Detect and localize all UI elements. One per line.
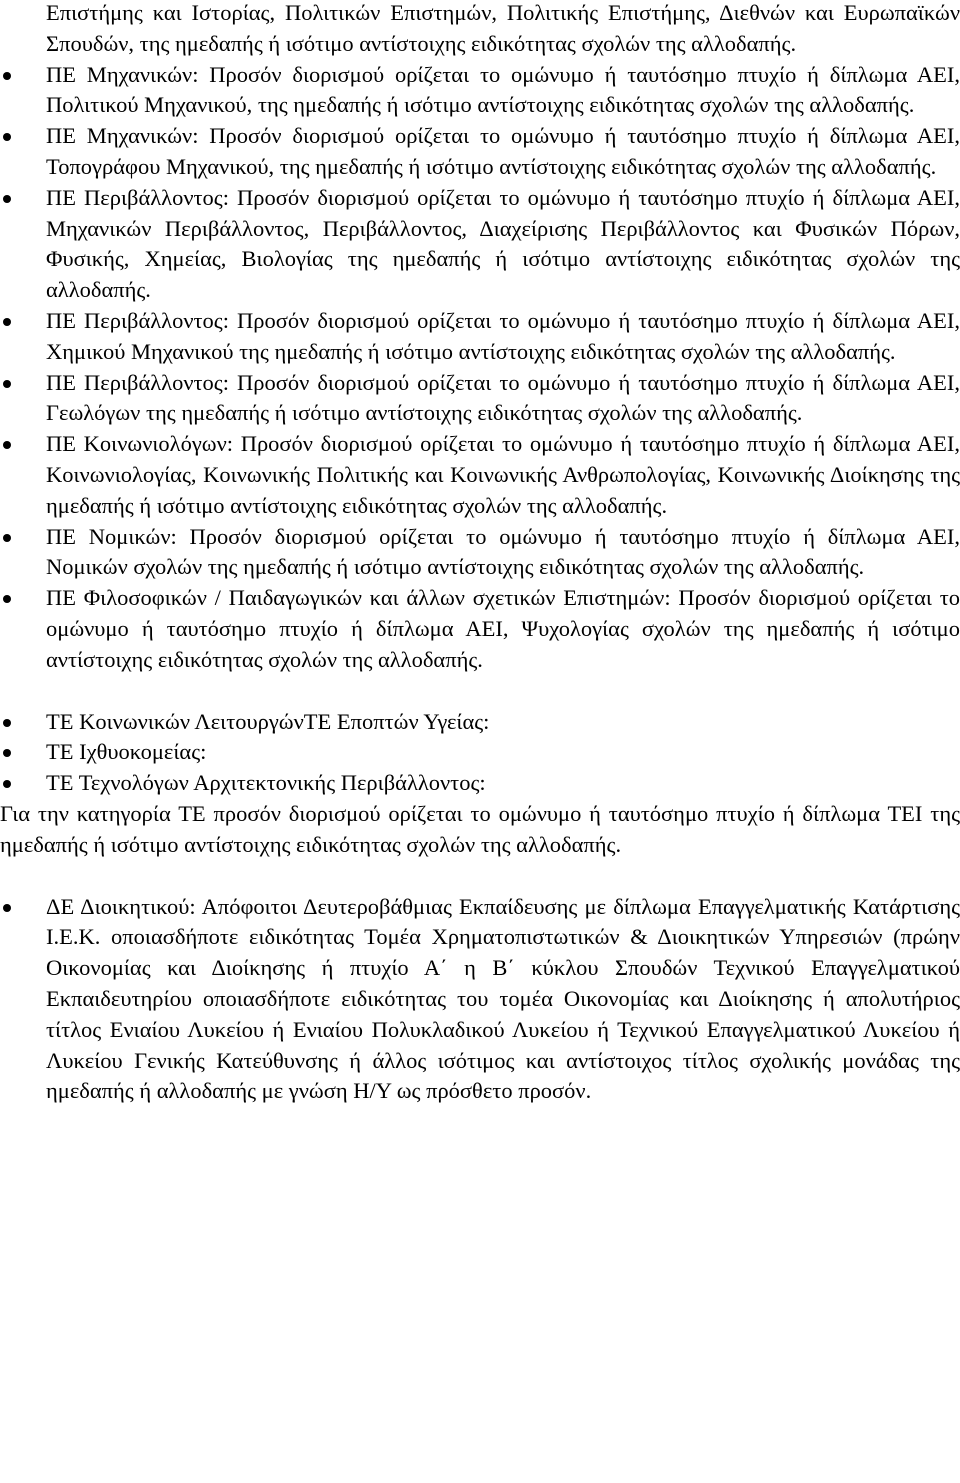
bullet-icon (3, 195, 11, 203)
list-item-text: ΠΕ Περιβάλλοντος: Προσόν διορισμού ορίζεται το ομώνυμο ή ταυτόσημο πτυχίο ή δίπλωμα ΑΕΙ, Χημικού Μηχανικού της ημεδαπής ή ισότιμο αντίστοιχης ειδικότητας σχολών της αλλοδαπής. (46, 307, 960, 364)
list-item (0, 737, 960, 768)
te-list (0, 707, 960, 799)
list-item (0, 306, 960, 368)
te-paragraph: Για την κατηγορία ΤΕ προσόν διορισμού ορίζεται το ομώνυμο ή ταυτόσημο πτυχίο ή δίπλωμα ΤΕΙ της ημεδαπής ή ισότιμο αντίστοιχης ειδικότητας σχολών της αλλοδαπής. (0, 800, 960, 857)
bullet-icon (3, 318, 11, 326)
de-list (0, 892, 960, 1108)
list-item-text: ΤΕ Ιχθυοκομείας: (46, 739, 207, 765)
bullet-icon (3, 780, 11, 788)
list-item (0, 429, 960, 521)
bullet-icon (3, 534, 11, 542)
list-item (0, 60, 960, 122)
list-item (0, 522, 960, 584)
list-item (0, 768, 960, 799)
list-item (0, 892, 960, 1108)
list-item-text: ΠΕ Περιβάλλοντος: Προσόν διορισμού ορίζεται το ομώνυμο ή ταυτόσημο πτυχίο ή δίπλωμα ΑΕΙ, Μηχανικών Περιβάλλοντος, Περιβάλλοντος, Διαχείρισης Περιβάλλοντος και Φυσικών Πόρων, Φυσικής, Χημείας, Βιολογίας της ημεδαπής ή ισότιμο αντίστοιχης ειδικότητας σχολών της αλλοδαπής. (46, 184, 960, 303)
bullet-icon (3, 719, 11, 727)
bullet-icon (3, 72, 11, 80)
bullet-icon (3, 749, 11, 757)
list-item-text: ΤΕ Κοινωνικών ΛειτουργώνΤΕ Εποπτών Υγείας: (46, 708, 490, 734)
list-item-text: ΤΕ Τεχνολόγων Αρχιτεκτονικής Περιβάλλοντος: (46, 770, 486, 796)
list-item-text: ΠΕ Μηχανικών: Προσόν διορισμού ορίζεται το ομώνυμο ή ταυτόσημο πτυχίο ή δίπλωμα ΑΕΙ, Τοπογράφου Μηχανικού, της ημεδαπής ή ισότιμο αντίστοιχης ειδικότητας σχολών της αλλοδαπής. (46, 123, 960, 179)
bullet-icon (3, 133, 11, 141)
list-item-text: ΠΕ Φιλοσοφικών / Παιδαγωγικών και άλλων σχετικών Επιστημών: Προσόν διορισμού ορίζεται το ομώνυμο ή ταυτόσημο πτυχίο ή δίπλωμα ΑΕΙ, Ψυχολογίας σχολών της ημεδαπής ή ισότιμο αντίστοιχης ειδικότητας σχολών της αλλοδαπής. (46, 585, 960, 672)
list-item-text: ΠΕ Περιβάλλοντος: Προσόν διορισμού ορίζεται το ομώνυμο ή ταυτόσημο πτυχίο ή δίπλωμα ΑΕΙ, Γεωλόγων της ημεδαπής ή ισότιμο αντίστοιχης ειδικότητας σχολών της αλλοδαπής. (46, 369, 960, 426)
pe-list (0, 60, 960, 676)
list-item (0, 707, 960, 738)
list-item-text: ΠΕ Μηχανικών: Προσόν διορισμού ορίζεται το ομώνυμο ή ταυτόσημο πτυχίο ή δίπλωμα ΑΕΙ, Πολιτικού Μηχανικού, της ημεδαπής ή ισότιμο αντίστοιχης ειδικότητας σχολών της αλλοδαπής. (46, 61, 960, 118)
blank-line (0, 676, 960, 707)
list-item (0, 368, 960, 430)
blank-line (0, 861, 960, 892)
bullet-icon (3, 441, 11, 449)
list-item (0, 583, 960, 675)
list-item-text: ΠΕ Νομικών: Προσόν διορισμού ορίζεται το ομώνυμο ή ταυτόσημο πτυχίο ή δίπλωμα ΑΕΙ, Νομικών σχολών της ημεδαπής ή ισότιμο αντίστοιχης ειδικότητας σχολών της αλλοδαπής. (46, 523, 960, 580)
intro-continuation: Επιστήμης και Ιστορίας, Πολιτικών Επιστημών, Πολιτικής Επιστήμης, Διεθνών και Ευρωπαϊκών Σπουδών, της ημεδαπής ή ισότιμο αντίστοιχης ειδικότητας σχολών της αλλοδαπής. (46, 0, 960, 56)
bullet-icon (3, 380, 11, 388)
list-item (0, 183, 960, 306)
list-item-text: ΔΕ Διοικητικού: Απόφοιτοι Δευτεροβάθμιας Εκπαίδευσης με δίπλωμα Επαγγελματικής Κατάρτισης Ι.Ε.Κ. οποιασδήποτε ειδικότητας Τομέα Χρηματοπιστωτικών & Διοικητικών Υπηρεσιών (πρώην Οικονομίας και Διοίκησης ή πτυχίο Α΄ η Β΄ κύκλου Σπουδών Τεχνικού Επαγγελματικού Εκπαιδευτηρίου οποιασδήποτε ειδικότητας του τομέα Οικονομίας και Διοίκησης ή απολυτήριος τίτλος Ενιαίου Λυκείου ή Ενιαίου Πολυκλαδικού Λυκείου ή Τεχνικού Επαγγελματικού Λυκείου ή Λυκείου Γενικής Κατεύθυνσης ή άλλος ισότιμος και αντίστοιχος τίτλος σχολικής μονάδας της ημεδαπής ή αλλοδαπής με γνώση Η/Υ ως πρόσθετο προσόν. (46, 893, 960, 1104)
bullet-icon (3, 595, 11, 603)
bullet-icon (3, 904, 11, 912)
list-item (0, 121, 960, 183)
list-item-text: ΠΕ Κοινωνιολόγων: Προσόν διορισμού ορίζεται το ομώνυμο ή ταυτόσημο πτυχίο ή δίπλωμα ΑΕΙ, Κοινωνιολογίας, Κοινωνικής Πολιτικής και Κοινωνικής Ανθρωπολογίας, Κοινωνικής Διοίκησης της ημεδαπής ή ισότιμο αντίστοιχης ειδικότητας σχολών της αλλοδαπής. (46, 431, 960, 518)
